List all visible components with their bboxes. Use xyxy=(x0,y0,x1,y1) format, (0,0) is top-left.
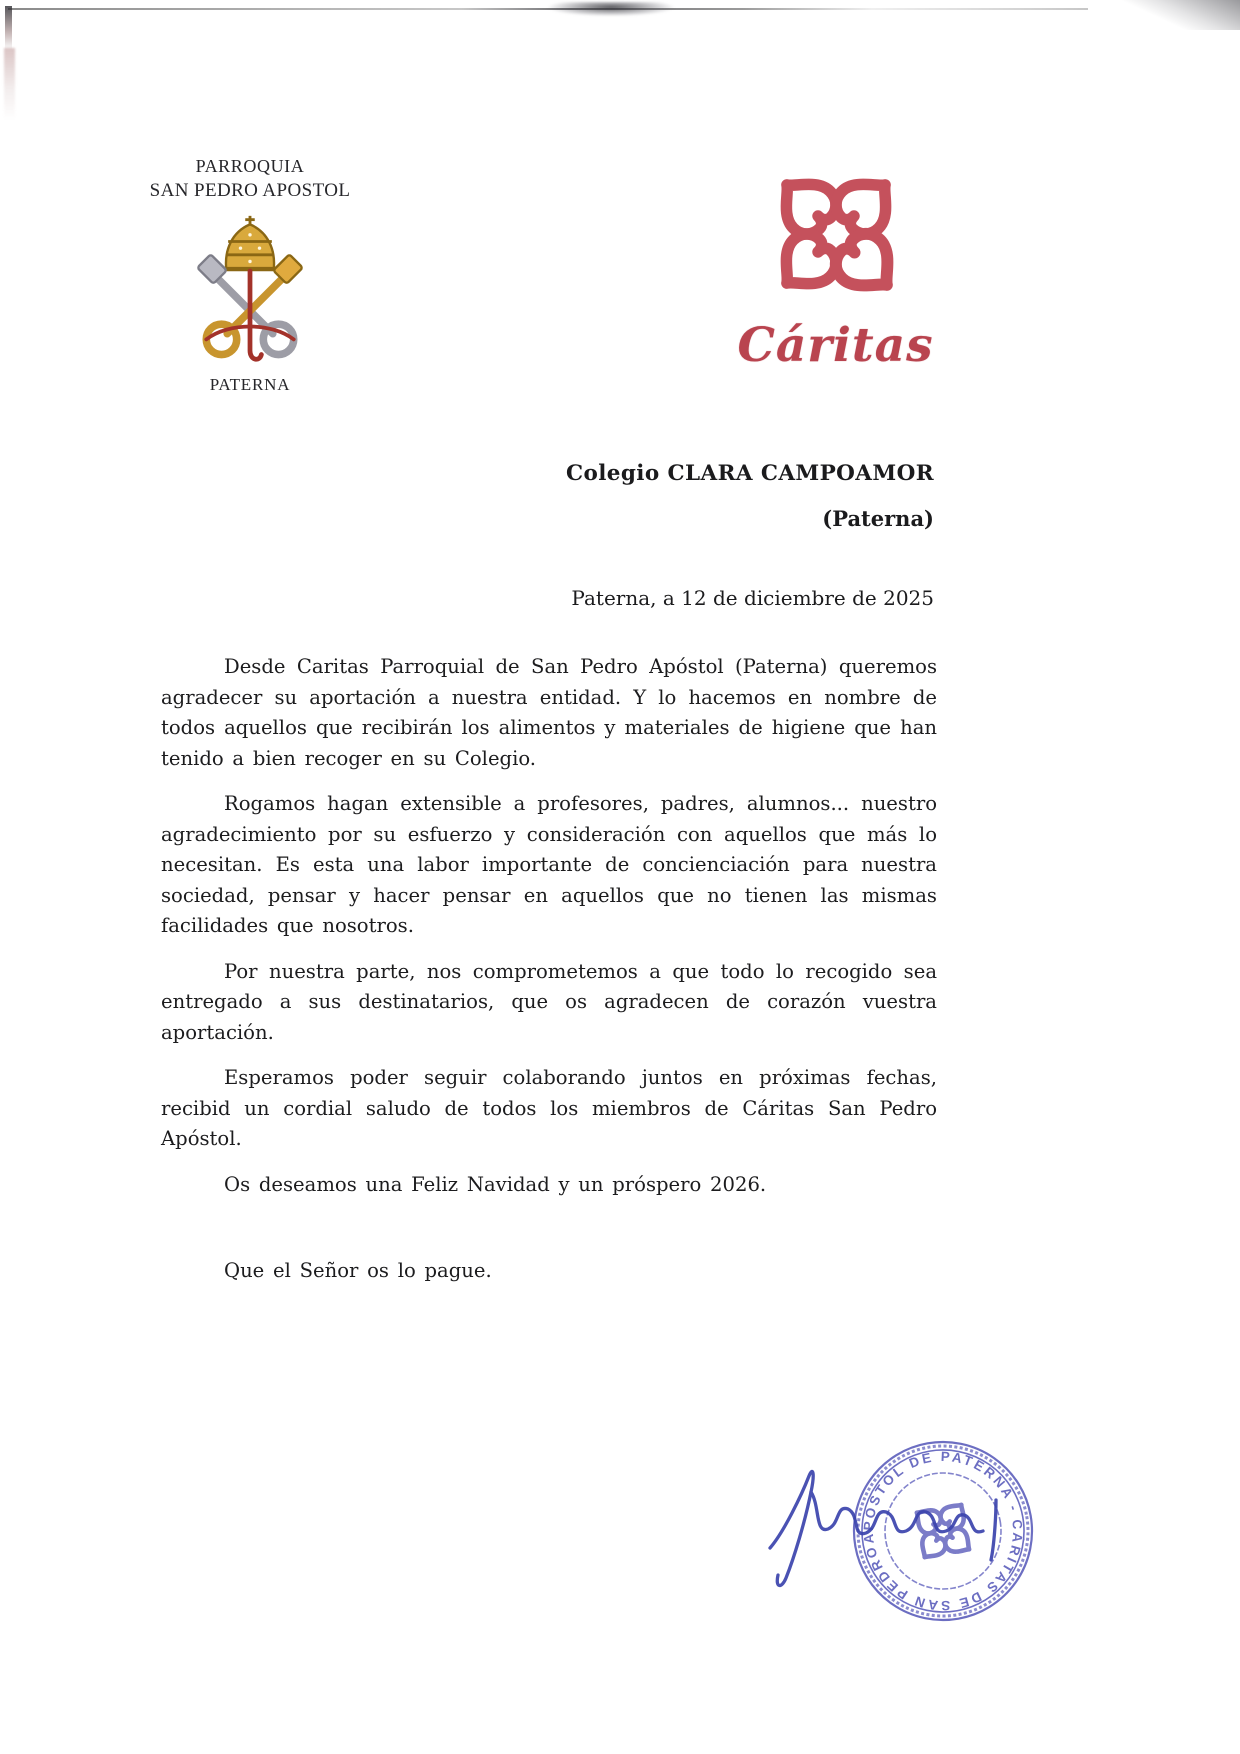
caritas-hearts-logo-icon xyxy=(728,148,943,324)
papal-keys-emblem-icon xyxy=(130,210,370,373)
date-line: Paterna, a 12 de diciembre de 2025 xyxy=(571,586,934,610)
parish-letterhead xyxy=(130,156,370,395)
parish-name-line2: SAN PEDRO APOSTOL xyxy=(149,180,351,201)
letter-paragraph: Desde Caritas Parroquial de San Pedro Apóstol (Paterna) queremos agradecer su aportación a nuestra entidad. Y lo hacemos en nombre de todos aquellos que recibirán los alimentos y materiales de higiene que han tenido a bien recoger en su Colegio. xyxy=(161,655,937,770)
letter-closing: Que el Señor os lo pague. xyxy=(224,1259,492,1282)
letter-paragraph: Os deseamos una Feliz Navidad y un próspero 2026. xyxy=(224,1172,767,1196)
letter-body xyxy=(161,652,937,1302)
parish-name-line1: PARROQUIA xyxy=(195,156,305,176)
scan-artifact-top-smudge xyxy=(536,2,686,32)
letter-paragraph: Por nuestra parte, nos comprometemos a que todo lo recogido sea entregado a sus destinatarios, que os agradecen de corazón vuestra aportación. xyxy=(161,959,937,1044)
letter-paragraph: Rogamos hagan extensible a profesores, padres, alumnos... nuestro agradecimiento por su esfuerzo y consideración con aquellos que más lo necesitan. Es esta una labor importante de concienciación para nuestra sociedad, pensar y hacer pensar en aquellos que no tienen las mismas facilidades que nosotros. xyxy=(161,792,937,937)
scan-artifact-top-left xyxy=(5,6,12,50)
recipient-name: Colegio CLARA CAMPOAMOR xyxy=(565,461,934,486)
stamp-ring-text: APOSTOL DE PATERNA - CÁRITAS DE SAN PEDRO xyxy=(860,1448,1026,1614)
scan-artifact-top-right xyxy=(1120,0,1240,30)
handwritten-signature xyxy=(756,1448,1060,1598)
caritas-wordmark: Cáritas xyxy=(737,318,934,373)
parish-city-label: PATERNA xyxy=(209,375,291,394)
letter-paragraph: Esperamos poder seguir colaborando juntos en próximas fechas, recibid un cordial saludo de todos los miembros de Cáritas San Pedro Apóstol. xyxy=(161,1066,937,1150)
recipient-city: (Paterna) xyxy=(822,506,934,531)
caritas-letterhead xyxy=(728,148,943,373)
scan-artifact-left-streak xyxy=(4,48,15,120)
